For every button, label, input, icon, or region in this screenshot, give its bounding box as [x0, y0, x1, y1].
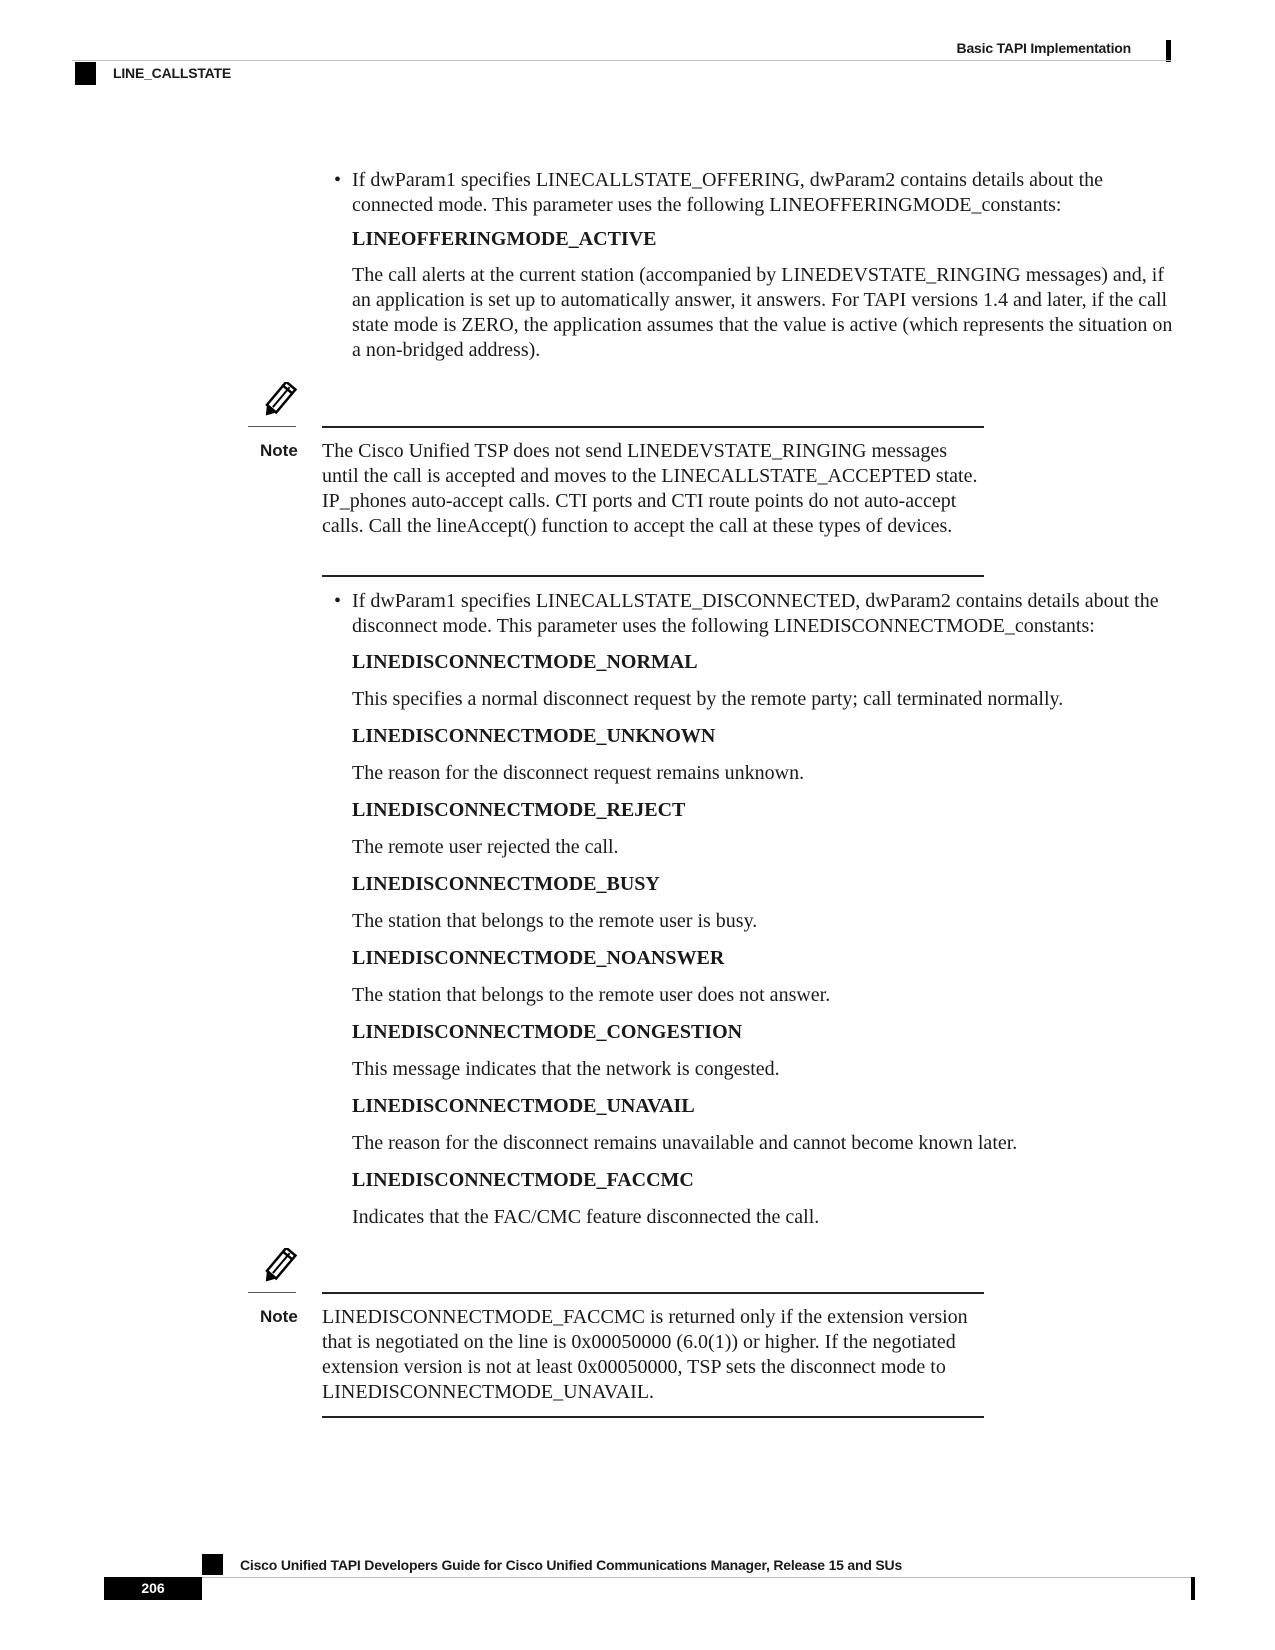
- page-number: 206: [104, 1577, 202, 1600]
- constant-description: The call alerts at the current station (accompanied by LINEDEVSTATE_RINGING messages) and, if an application is set up to automatically answer, it answers. For TAPI versions 1.4 and later, if the call state mode is ZERO, the application assumes that the value is active (which represents the situation on a non-bridged address).: [352, 264, 1173, 361]
- constant-name: LINEOFFERINGMODE_ACTIVE: [352, 228, 657, 250]
- note-top-rule: [322, 426, 984, 428]
- constant-description: The reason for the disconnect request remains unknown.: [352, 762, 805, 784]
- section-title: LINE_CALLSTATE: [113, 65, 232, 81]
- note-bottom-rule: [322, 575, 984, 577]
- pencil-icon: [258, 1248, 298, 1286]
- note-label: Note: [260, 441, 298, 460]
- constant-description: The remote user rejected the call.: [352, 836, 619, 858]
- bullet-text: If dwParam1 specifies LINECALLSTATE_DISCONNECTED, dwParam2 contains details about the disconnect mode. This parameter uses the following LINEDISCONNECTMODE_constants:: [352, 590, 1159, 637]
- constant-name: LINEDISCONNECTMODE_REJECT: [352, 799, 686, 821]
- note-text: The Cisco Unified TSP does not send LINEDEVSTATE_RINGING messages until the call is accepted and moves to the LINECALLSTATE_ACCEPTED state. IP_phones auto-accept calls. CTI ports and CTI route points do not auto-accept calls. Call the lineAccept() function to accept the call at these types of devices.: [322, 440, 978, 537]
- bullet-dot: •: [334, 590, 342, 612]
- note-icon-underline: [248, 1292, 296, 1293]
- section-marker-block: [75, 62, 96, 85]
- constant-description: The reason for the disconnect remains unavailable and cannot become known later.: [352, 1132, 1018, 1154]
- bullet-disconnected: [334, 589, 1174, 639]
- constant-description: The station that belongs to the remote user does not answer.: [352, 984, 831, 1006]
- constant-description: This specifies a normal disconnect request by the remote party; call terminated normally.: [352, 688, 1064, 710]
- bullet-dot: •: [334, 169, 342, 191]
- constant-name: LINEDISCONNECTMODE_CONGESTION: [352, 1021, 743, 1043]
- footer-marker-block: [202, 1554, 223, 1575]
- constant-description: The station that belongs to the remote user is busy.: [352, 910, 758, 932]
- constant-name: LINEDISCONNECTMODE_FACCMC: [352, 1169, 694, 1191]
- note-bottom-rule: [322, 1416, 984, 1418]
- note-label: Note: [260, 1307, 298, 1326]
- constant-name: LINEDISCONNECTMODE_NOANSWER: [352, 947, 725, 969]
- constant-description: Indicates that the FAC/CMC feature disconnected the call.: [352, 1206, 820, 1228]
- constant-description: This message indicates that the network is congested.: [352, 1058, 780, 1080]
- constant-name: LINEDISCONNECTMODE_UNKNOWN: [352, 725, 716, 747]
- bullet-text: If dwParam1 specifies LINECALLSTATE_OFFERING, dwParam2 contains details about the connected mode. This parameter uses the following LINEOFFERINGMODE_constants:: [352, 169, 1104, 216]
- note-icon-underline: [248, 426, 296, 427]
- bullet-offering: [334, 168, 1174, 218]
- footer-divider: [104, 1577, 1194, 1578]
- constant-name: LINEDISCONNECTMODE_NORMAL: [352, 651, 698, 673]
- constant-name: LINEDISCONNECTMODE_UNAVAIL: [352, 1095, 695, 1117]
- footer-bar-decoration: [1191, 1577, 1195, 1600]
- footer-book-title: Cisco Unified TAPI Developers Guide for Cisco Unified Communications Manager, Release 15 and SUs: [240, 1557, 903, 1573]
- note-top-rule: [322, 1292, 984, 1294]
- constant-name: LINEDISCONNECTMODE_BUSY: [352, 873, 660, 895]
- chapter-title: Basic TAPI Implementation: [956, 40, 1131, 56]
- pencil-icon: [258, 382, 298, 420]
- header-divider: [72, 60, 1171, 61]
- header-bar-decoration: [1166, 40, 1171, 62]
- note-text: LINEDISCONNECTMODE_FACCMC is returned only if the extension version that is negotiated on the line is 0x00050000 (6.0(1)) or higher. If the negotiated extension version is not at least 0x00050000, TSP sets the disconnect mode to LINEDISCONNECTMODE_UNAVAIL.: [322, 1306, 968, 1403]
